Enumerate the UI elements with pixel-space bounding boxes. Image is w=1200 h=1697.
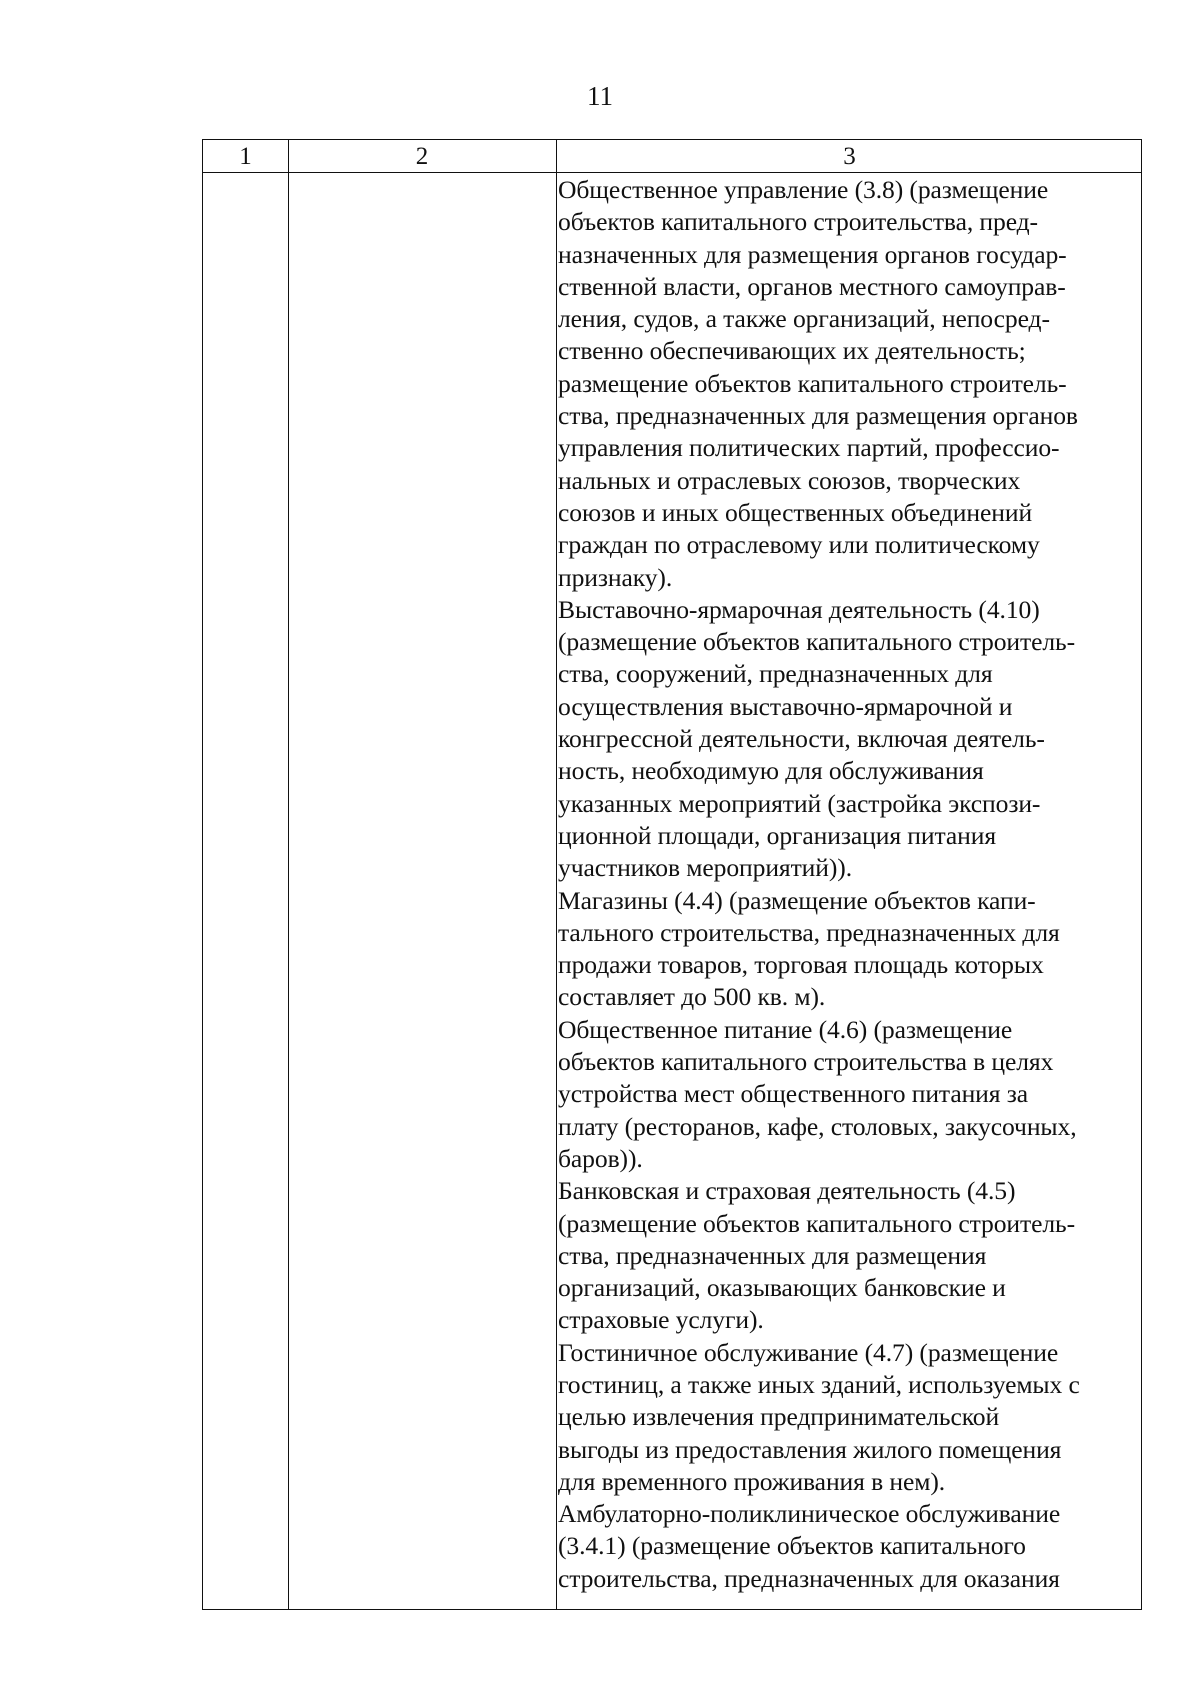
cell-text-line: ства, сооружений, предназначенных для [558, 659, 993, 689]
cell-text-line: строительства, предназначенных для оказания [558, 1563, 1060, 1593]
cell-text-line: тального строительства, предназначенных для [558, 917, 1060, 947]
cell-text-line: Банковская и страховая деятельность (4.5) [558, 1176, 1016, 1206]
cell-text-line: участников мероприятий)). [558, 853, 853, 883]
column-divider-1 [288, 140, 289, 1609]
document-table [202, 139, 1142, 1610]
cell-text-line: ственной власти, органов местного самоуправ- [558, 271, 1066, 301]
cell-text-line: целью извлечения предпринимательской [558, 1402, 1000, 1432]
column-divider-2 [556, 140, 557, 1609]
cell-text-line: составляет до 500 кв. м). [558, 982, 826, 1012]
cell-text-line: Магазины (4.4) (размещение объектов капи- [558, 885, 1036, 915]
cell-text-line: баров)). [558, 1143, 643, 1173]
cell-text-line: ления, судов, а также организаций, непосред- [558, 304, 1050, 334]
permitted-use-cell [558, 174, 1140, 1595]
cell-text-line: плату (ресторанов, кафе, столовых, закусочных, [558, 1111, 1077, 1141]
cell-text-line: (размещение объектов капитального строитель- [558, 1208, 1075, 1238]
column-header-1: 1 [239, 143, 252, 170]
cell-text-line: осуществления выставочно-ярмарочной и [558, 691, 1013, 721]
cell-text-line: устройства мест общественного питания за [558, 1079, 1029, 1109]
cell-text-line: страховые услуги). [558, 1305, 764, 1335]
column-header-2: 2 [415, 143, 429, 170]
cell-text-line: ства, предназначенных для размещения органов [558, 401, 1078, 431]
cell-text-line: Общественное управление (3.8) (размещение [558, 175, 1049, 204]
cell-text-line: (размещение объектов капитального строитель- [558, 627, 1075, 657]
page-number: 11 [587, 81, 613, 111]
cell-text-line: ства, предназначенных для размещения [558, 1240, 987, 1270]
cell-text-line: Общественное питание (4.6) (размещение [558, 1014, 1013, 1044]
cell-text-line: Гостиничное обслуживание (4.7) (размещение [558, 1337, 1059, 1367]
cell-text-line: указанных мероприятий (застройка экспози- [558, 788, 1041, 818]
cell-text-line: конгрессной деятельности, включая деятель- [558, 724, 1045, 754]
cell-text-line: гостиниц, а также иных зданий, используемых с [558, 1369, 1080, 1399]
cell-text-line: объектов капитального строительства, пред- [558, 207, 1038, 237]
cell-text-line: граждан по отраслевому или политическому [558, 530, 1040, 560]
cell-text-line: продажи товаров, торговая площадь которых [558, 950, 1044, 980]
cell-text-line: ственно обеспечивающих их деятельность; [558, 336, 1026, 366]
cell-text-line: ность, необходимую для обслуживания [558, 756, 984, 786]
header-divider [203, 172, 1141, 173]
cell-text-line: ционной площади, организация питания [558, 820, 997, 850]
cell-text-line: Амбулаторно-поликлиническое обслуживание [558, 1499, 1061, 1529]
cell-text-line: назначенных для размещения органов государ- [558, 239, 1067, 269]
cell-text-line: управления политических партий, профессио- [558, 433, 1060, 463]
cell-text-line: объектов капитального строительства в целях [558, 1047, 1054, 1077]
cell-text-line: союзов и иных общественных объединений [558, 497, 1033, 527]
column-header-3: 3 [843, 143, 856, 170]
cell-text-line: размещение объектов капитального строитель- [558, 368, 1067, 398]
cell-text-line: нальных и отраслевых союзов, творческих [558, 465, 1021, 495]
cell-text-line: (3.4.1) (размещение объектов капитального [558, 1531, 1026, 1561]
cell-text-line: признаку). [558, 562, 673, 592]
cell-text-line: организаций, оказывающих банковские и [558, 1273, 1006, 1303]
cell-text-line: Выставочно-ярмарочная деятельность (4.10) [558, 594, 1040, 624]
cell-text-line: выгоды из предоставления жилого помещения [558, 1434, 1062, 1464]
cell-text-line: для временного проживания в нем). [558, 1466, 946, 1496]
